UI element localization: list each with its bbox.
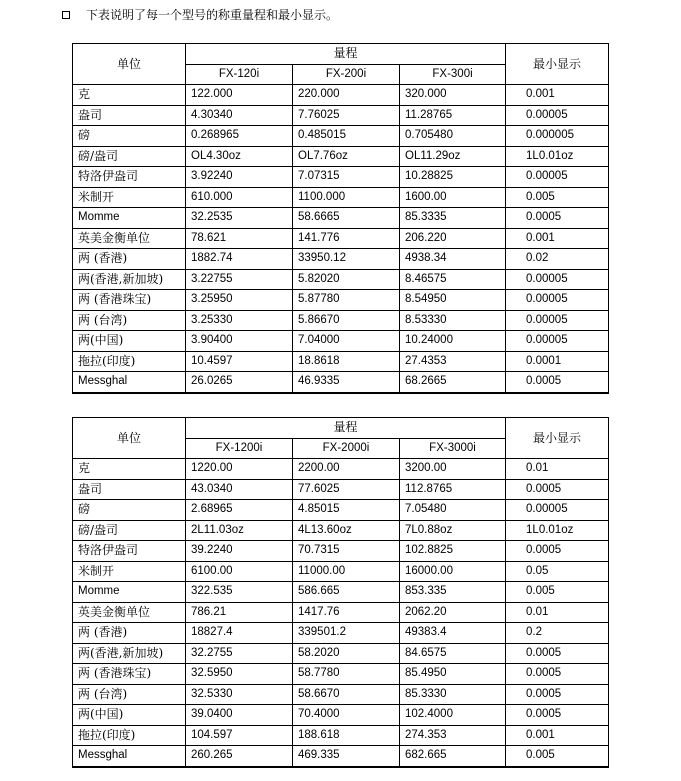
min-display-cell: 0.0005: [506, 643, 609, 664]
range-header: 量程: [186, 418, 506, 439]
table-row: [73, 372, 609, 393]
table-row: [73, 684, 609, 705]
table-row: [73, 664, 609, 685]
range-value-cell: 39.2240: [186, 541, 293, 562]
range-value-cell: 18.8618: [293, 351, 400, 372]
range-value-cell: 3.92240: [186, 167, 293, 188]
min-display-header: 最小显示: [506, 44, 609, 85]
unit-cell: 两 (台湾): [73, 310, 186, 331]
range-value-cell: 3.22755: [186, 269, 293, 290]
unit-header: 单位: [73, 44, 186, 85]
range-value-cell: 220.000: [293, 85, 400, 106]
unit-cell: 两(中国): [73, 705, 186, 726]
range-value-cell: 274.353: [400, 725, 506, 746]
range-value-cell: 58.6665: [293, 208, 400, 229]
range-value-cell: 27.4353: [400, 351, 506, 372]
range-value-cell: 1600.00: [400, 187, 506, 208]
unit-cell: 盎司: [73, 105, 186, 126]
range-value-cell: 43.0340: [186, 479, 293, 500]
range-value-cell: 10.4597: [186, 351, 293, 372]
range-value-cell: 8.46575: [400, 269, 506, 290]
range-value-cell: 58.7780: [293, 664, 400, 685]
range-value-cell: 469.335: [293, 746, 400, 767]
unit-cell: 两 (香港): [73, 249, 186, 270]
range-value-cell: 4.85015: [293, 500, 400, 521]
range-value-cell: 206.220: [400, 228, 506, 249]
unit-cell: 两 (香港珠宝): [73, 664, 186, 685]
min-display-cell: 0.001: [506, 725, 609, 746]
range-value-cell: 2L11.03oz: [186, 520, 293, 541]
range-value-cell: 4L13.60oz: [293, 520, 400, 541]
model-header: FX-120i: [186, 64, 293, 85]
range-value-cell: 7.76025: [293, 105, 400, 126]
unit-cell: Messghal: [73, 372, 186, 393]
range-value-cell: 682.665: [400, 746, 506, 767]
range-value-cell: 1100.000: [293, 187, 400, 208]
weighing-range-table-2: [72, 417, 609, 768]
unit-cell: 英美金衡单位: [73, 602, 186, 623]
table-row: [73, 500, 609, 521]
min-display-cell: 1L0.01oz: [506, 520, 609, 541]
range-value-cell: 46.9335: [293, 372, 400, 393]
range-value-cell: 7L0.88oz: [400, 520, 506, 541]
range-value-cell: 6100.00: [186, 561, 293, 582]
model-header: FX-2000i: [293, 438, 400, 459]
range-value-cell: 1417.76: [293, 602, 400, 623]
min-display-cell: 1L0.01oz: [506, 146, 609, 167]
range-value-cell: 7.04000: [293, 331, 400, 352]
range-value-cell: 3.25950: [186, 290, 293, 311]
min-display-cell: 0.00005: [506, 269, 609, 290]
range-value-cell: 188.618: [293, 725, 400, 746]
range-value-cell: 18827.4: [186, 623, 293, 644]
range-value-cell: 77.6025: [293, 479, 400, 500]
range-value-cell: OL11.29oz: [400, 146, 506, 167]
range-value-cell: 1882.74: [186, 249, 293, 270]
range-value-cell: 5.87780: [293, 290, 400, 311]
min-display-cell: 0.0005: [506, 208, 609, 229]
table-row: [73, 541, 609, 562]
range-value-cell: 58.2020: [293, 643, 400, 664]
model-header: FX-3000i: [400, 438, 506, 459]
table-row: [73, 228, 609, 249]
unit-cell: Messghal: [73, 746, 186, 767]
table-row: [73, 520, 609, 541]
table-row: [73, 269, 609, 290]
range-value-cell: 26.0265: [186, 372, 293, 393]
min-display-cell: 0.005: [506, 582, 609, 603]
unit-cell: 磅: [73, 500, 186, 521]
range-value-cell: 853.335: [400, 582, 506, 603]
unit-cell: Momme: [73, 208, 186, 229]
min-display-cell: 0.005: [506, 746, 609, 767]
table-row: [73, 643, 609, 664]
min-display-cell: 0.00005: [506, 310, 609, 331]
min-display-cell: 0.00005: [506, 500, 609, 521]
unit-cell: 磅/盎司: [73, 520, 186, 541]
range-value-cell: 32.5950: [186, 664, 293, 685]
min-display-cell: 0.02: [506, 249, 609, 270]
min-display-cell: 0.001: [506, 85, 609, 106]
table-row: [73, 725, 609, 746]
min-display-cell: 0.0005: [506, 541, 609, 562]
min-display-cell: 0.00005: [506, 167, 609, 188]
range-value-cell: OL4.30oz: [186, 146, 293, 167]
range-value-cell: 260.265: [186, 746, 293, 767]
table-row: [73, 479, 609, 500]
range-value-cell: 84.6575: [400, 643, 506, 664]
range-value-cell: 85.4950: [400, 664, 506, 685]
table-row: [73, 746, 609, 767]
range-value-cell: 122.000: [186, 85, 293, 106]
range-value-cell: 3.25330: [186, 310, 293, 331]
range-value-cell: 104.597: [186, 725, 293, 746]
range-value-cell: 0.705480: [400, 126, 506, 147]
range-value-cell: 58.6670: [293, 684, 400, 705]
min-display-cell: 0.001: [506, 228, 609, 249]
range-value-cell: 8.54950: [400, 290, 506, 311]
range-header: 量程: [186, 44, 506, 65]
range-value-cell: 3.90400: [186, 331, 293, 352]
range-value-cell: 0.268965: [186, 126, 293, 147]
range-value-cell: 32.2755: [186, 643, 293, 664]
min-display-cell: 0.0001: [506, 351, 609, 372]
model-header: FX-1200i: [186, 438, 293, 459]
unit-cell: 克: [73, 85, 186, 106]
table-row: [73, 187, 609, 208]
range-value-cell: 68.2665: [400, 372, 506, 393]
table-row: [73, 126, 609, 147]
table-row: [73, 310, 609, 331]
range-value-cell: 1220.00: [186, 459, 293, 480]
min-display-cell: 0.0005: [506, 664, 609, 685]
table-row: [73, 561, 609, 582]
table-row: [73, 249, 609, 270]
table-row: [73, 331, 609, 352]
min-display-cell: 0.00005: [506, 105, 609, 126]
table-header-row: [73, 44, 609, 65]
model-header: FX-300i: [400, 64, 506, 85]
range-value-cell: 2.68965: [186, 500, 293, 521]
min-display-cell: 0.0005: [506, 479, 609, 500]
table-row: [73, 459, 609, 480]
range-value-cell: 320.000: [400, 85, 506, 106]
weighing-range-table-1: [72, 43, 609, 394]
range-value-cell: 32.2535: [186, 208, 293, 229]
range-value-cell: 3200.00: [400, 459, 506, 480]
unit-cell: 两(中国): [73, 331, 186, 352]
table-row: [73, 602, 609, 623]
min-display-cell: 0.01: [506, 602, 609, 623]
range-value-cell: 4938.34: [400, 249, 506, 270]
range-value-cell: 610.000: [186, 187, 293, 208]
unit-cell: 特洛伊盎司: [73, 541, 186, 562]
intro-text: 下表说明了每一个型号的称重量程和最小显示。: [86, 8, 339, 22]
min-display-cell: 0.05: [506, 561, 609, 582]
min-display-cell: 0.005: [506, 187, 609, 208]
unit-cell: 特洛伊盎司: [73, 167, 186, 188]
range-value-cell: 102.8825: [400, 541, 506, 562]
intro-line: [62, 6, 338, 23]
range-value-cell: 49383.4: [400, 623, 506, 644]
min-display-cell: 0.01: [506, 459, 609, 480]
table-row: [73, 582, 609, 603]
range-value-cell: 85.3335: [400, 208, 506, 229]
range-value-cell: 0.485015: [293, 126, 400, 147]
range-value-cell: 11000.00: [293, 561, 400, 582]
range-value-cell: 586.665: [293, 582, 400, 603]
range-value-cell: 7.05480: [400, 500, 506, 521]
unit-cell: 拖拉(印度): [73, 725, 186, 746]
range-value-cell: 70.4000: [293, 705, 400, 726]
range-value-cell: 102.4000: [400, 705, 506, 726]
unit-cell: 盎司: [73, 479, 186, 500]
range-value-cell: 16000.00: [400, 561, 506, 582]
checkbox-bullet-icon: [62, 11, 70, 19]
range-value-cell: 4.30340: [186, 105, 293, 126]
unit-cell: 两 (香港珠宝): [73, 290, 186, 311]
table-row: [73, 623, 609, 644]
unit-header: 单位: [73, 418, 186, 459]
min-display-cell: 0.0005: [506, 372, 609, 393]
unit-cell: 克: [73, 459, 186, 480]
range-value-cell: 10.24000: [400, 331, 506, 352]
range-value-cell: 2200.00: [293, 459, 400, 480]
range-value-cell: 786.21: [186, 602, 293, 623]
unit-cell: 米制开: [73, 187, 186, 208]
table-row: [73, 290, 609, 311]
range-value-cell: OL7.76oz: [293, 146, 400, 167]
unit-cell: 两(香港,新加坡): [73, 269, 186, 290]
range-value-cell: 5.82020: [293, 269, 400, 290]
range-value-cell: 32.5330: [186, 684, 293, 705]
range-value-cell: 11.28765: [400, 105, 506, 126]
table-row: [73, 705, 609, 726]
table-row: [73, 85, 609, 106]
range-value-cell: 33950.12: [293, 249, 400, 270]
range-value-cell: 339501.2: [293, 623, 400, 644]
unit-cell: 拖拉(印度): [73, 351, 186, 372]
unit-cell: Momme: [73, 582, 186, 603]
range-value-cell: 141.776: [293, 228, 400, 249]
range-value-cell: 8.53330: [400, 310, 506, 331]
table-body: [73, 85, 609, 393]
unit-cell: 磅: [73, 126, 186, 147]
range-value-cell: 112.8765: [400, 479, 506, 500]
min-display-cell: 0.0005: [506, 684, 609, 705]
table-row: [73, 351, 609, 372]
unit-cell: 两 (台湾): [73, 684, 186, 705]
min-display-header: 最小显示: [506, 418, 609, 459]
range-value-cell: 70.7315: [293, 541, 400, 562]
table-row: [73, 146, 609, 167]
unit-cell: 英美金衡单位: [73, 228, 186, 249]
min-display-cell: 0.0005: [506, 705, 609, 726]
min-display-cell: 0.00005: [506, 331, 609, 352]
range-value-cell: 78.621: [186, 228, 293, 249]
unit-cell: 两 (香港): [73, 623, 186, 644]
table-row: [73, 105, 609, 126]
table-header-row: [73, 418, 609, 439]
range-value-cell: 5.86670: [293, 310, 400, 331]
range-value-cell: 322.535: [186, 582, 293, 603]
range-value-cell: 7.07315: [293, 167, 400, 188]
min-display-cell: 0.2: [506, 623, 609, 644]
unit-cell: 两(香港,新加坡): [73, 643, 186, 664]
range-value-cell: 2062.20: [400, 602, 506, 623]
min-display-cell: 0.00005: [506, 290, 609, 311]
range-value-cell: 39.0400: [186, 705, 293, 726]
table-row: [73, 167, 609, 188]
range-value-cell: 85.3330: [400, 684, 506, 705]
table-body: [73, 459, 609, 767]
model-header: FX-200i: [293, 64, 400, 85]
unit-cell: 磅/盎司: [73, 146, 186, 167]
table-row: [73, 208, 609, 229]
unit-cell: 米制开: [73, 561, 186, 582]
min-display-cell: 0.000005: [506, 126, 609, 147]
range-value-cell: 10.28825: [400, 167, 506, 188]
